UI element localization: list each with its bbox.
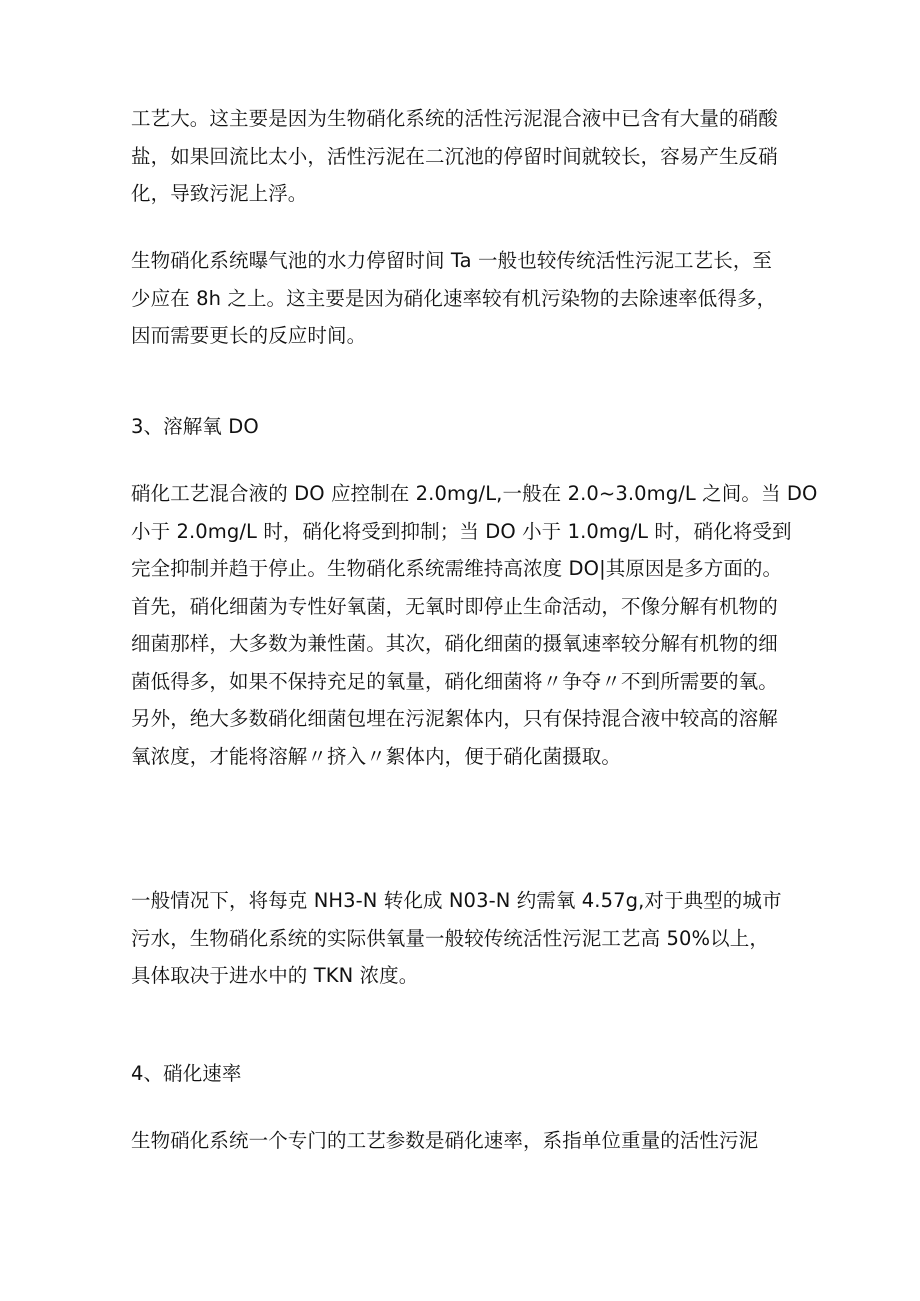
paragraph-retention-time <box>131 242 811 355</box>
section-heading-dissolved-oxygen <box>131 408 811 446</box>
text-line: 硝化工艺混合液的 DO 应控制在 2.0mg/L,一般在 2.0~3.0mg/L 之间。当 DO <box>131 482 818 505</box>
text-line: 氧浓度，才能将溶解〃挤入〃絮体内，便于硝化菌摄取。 <box>131 744 622 768</box>
text-line: 污水，生物硝化系统的实际供氧量一般较传统活性污泥工艺高 50%以上， <box>131 926 769 950</box>
text-line: 另外，绝大多数硝化细菌包埋在污泥絮体内，只有保持混合液中较高的溶解 <box>131 707 778 730</box>
heading-text: 4、硝化速率 <box>131 1062 242 1085</box>
text-line: 小于 2.0mg/L 时，硝化将受到抑制；当 DO 小于 1.0mg/L 时，硝化将受到 <box>131 519 792 543</box>
paragraph-oxygen-demand <box>131 882 811 995</box>
text-line: 盐，如果回流比太小，活性污泥在二沉池的停留时间就较长，容易产生反硝 <box>131 144 778 168</box>
text-line: 生物硝化系统一个专门的工艺参数是硝化速率，系指单位重量的活性污泥 <box>131 1129 759 1152</box>
text-line: 少应在 8h 之上。这主要是因为硝化速率较有机污染物的去除速率低得多， <box>131 286 777 310</box>
text-line: 完全抑制并趋于停止。生物硝化系统需维持高浓度 DO|其原因是多方面的。 <box>131 557 783 580</box>
text-line: 生物硝化系统曝气池的水力停留时间 Ta 一般也较传统活性污泥工艺长，至 <box>131 249 773 272</box>
paragraph-return-ratio <box>131 100 811 213</box>
text-line: 化，导致污泥上浮。 <box>131 182 308 205</box>
text-line: 菌低得多，如果不保持充足的氧量，硝化细菌将〃争夺〃不到所需要的氧。 <box>131 669 778 693</box>
paragraph-do-control <box>131 475 818 775</box>
section-heading-nitrification-rate <box>131 1055 811 1093</box>
text-line: 首先，硝化细菌为专性好氧菌，无氧时即停止生命活动，不像分解有机物的 <box>131 594 778 618</box>
text-line: 因而需要更长的反应时间。 <box>131 324 367 347</box>
text-line: 一般情况下，将每克 NH3-N 转化成 N03-N 约需氧 4.57g,对于典型的城市 <box>131 889 782 912</box>
heading-text: 3、溶解氧 DO <box>131 415 259 438</box>
text-line: 工艺大。这主要是因为生物硝化系统的活性污泥混合液中已含有大量的硝酸 <box>131 107 778 130</box>
paragraph-nitrification-rate <box>131 1122 811 1160</box>
text-line: 具体取决于进水中的 TKN 浓度。 <box>131 964 419 987</box>
text-line: 细菌那样，大多数为兼性菌。其次，硝化细菌的摄氧速率较分解有机物的细 <box>131 632 778 655</box>
